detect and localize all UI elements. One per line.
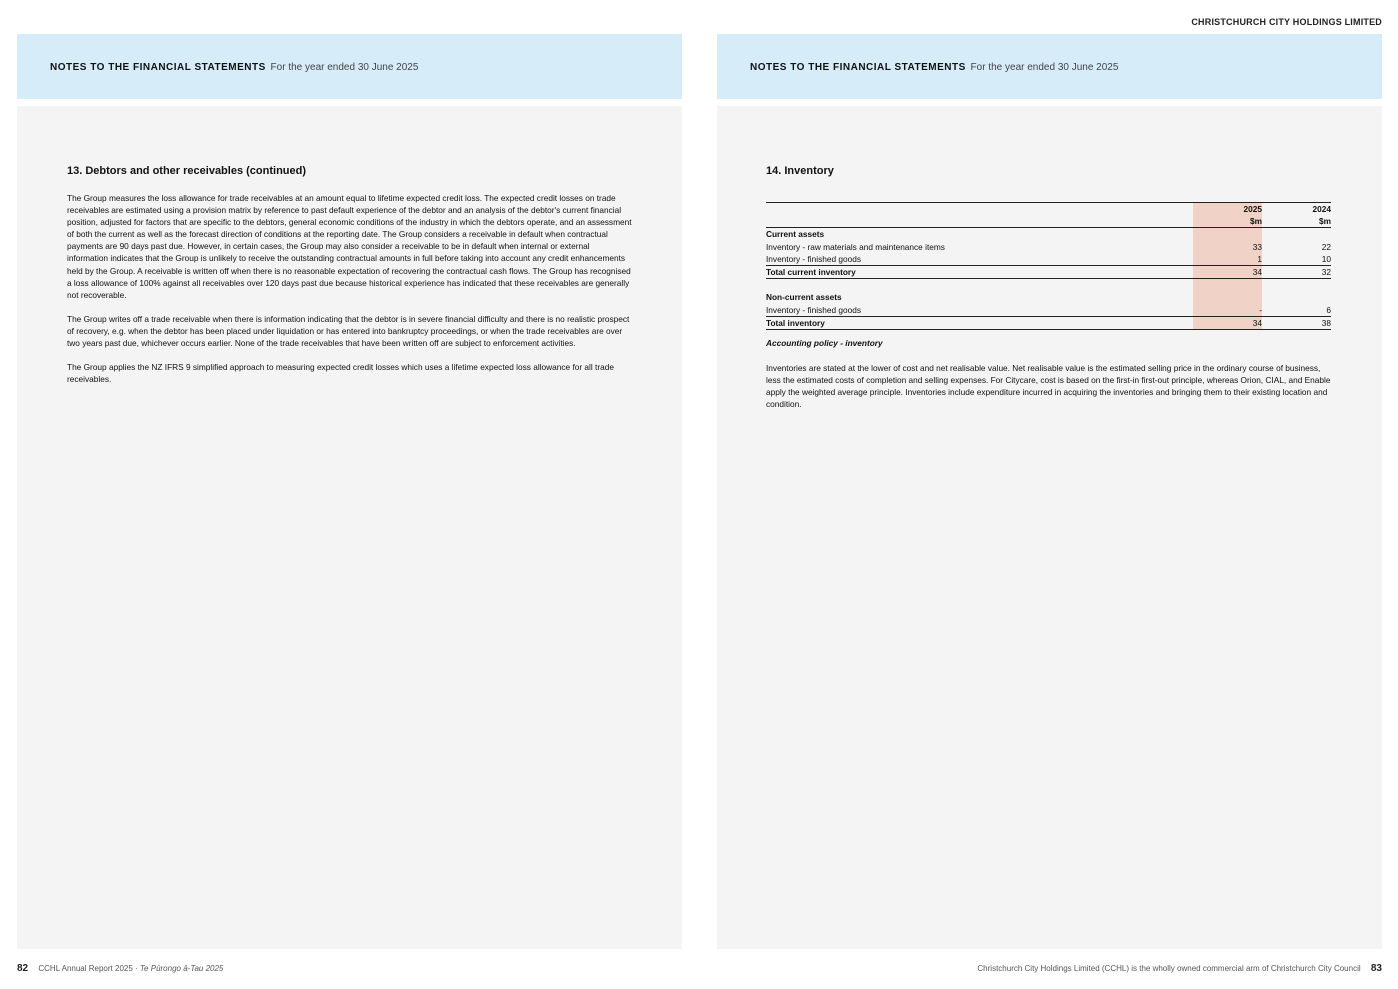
company-name: CHRISTCHURCH CITY HOLDINGS LIMITED <box>1191 17 1382 27</box>
cell-2024: 10 <box>1321 253 1331 264</box>
cell-empty <box>766 279 1193 292</box>
right-banner-text <box>750 62 1118 73</box>
right-banner-title: NOTES TO THE FINANCIAL STATEMENTS <box>750 62 966 73</box>
right-page <box>717 34 1382 949</box>
page-number-right: 83 <box>1370 963 1382 974</box>
cell-empty <box>1193 228 1262 241</box>
cell-empty <box>1262 291 1331 303</box>
table-row <box>766 253 1331 266</box>
cell-2025: 1 <box>1193 253 1262 266</box>
section-title-debtors: 13. Debtors and other receivables (continued) <box>67 165 307 177</box>
cell-empty <box>1262 228 1331 241</box>
units-empty <box>766 215 1193 228</box>
table-row <box>766 228 1331 241</box>
debtors-paragraph: The Group measures the loss allowance for trade receivables at an amount equal to lifetime expected credit loss. The expected credit losses on trade receivables are estimated using a provision matrix by reference to past default experience of the debtor and an analysis of the debtor's current financial position, adjusted for factors that are specific to the debtors, general economic conditions of the industry in which the debtors operate, and an assessment of both the current as well as the forecast direction of conditions at the reporting date. The Group considers a receivable in default when contractual payments are 90 days past due. However, in certain cases, the Group may also consider a receivable to be in default when internal or external information indicates that the Group is unlikely to receive the outstanding contractual amounts in full before taking into account any credit enhancements held by the Group. A receivable is written off when there is no reasonable expectation of recovering the contractual cash flows. The Group has recognised a loss allowance of 100% against all receivables over 120 days past due because historical experience has indicated that these receivables are generally not recoverable. <box>67 193 632 300</box>
accounting-policy-title: Accounting policy - inventory <box>766 338 883 348</box>
col-header-2024: 2024 <box>1262 203 1331 216</box>
noncurrent-assets-heading: Non-current assets <box>766 292 842 303</box>
cell-2024: 38 <box>1262 316 1331 329</box>
right-banner-subtitle: For the year ended 30 June 2025 <box>970 62 1119 73</box>
inventory-table <box>766 202 1331 330</box>
cell-2025: 34 <box>1193 316 1262 329</box>
left-page <box>17 34 682 949</box>
header-empty <box>766 203 1193 216</box>
col-header-2025: 2025 <box>1193 203 1262 216</box>
col-unit-2025: $m <box>1193 215 1262 228</box>
table-header-row <box>766 203 1331 216</box>
section-title-inventory: 14. Inventory <box>766 165 834 177</box>
debtors-paragraph: The Group writes off a trade receivable when there is information indicating that the debtor is in severe financial difficulty and there is no realistic prospect of recovery, e.g. when the debtor has been placed under liquidation or has entered into bankruptcy proceedings, or when the trade receivables are over two years past due, whichever occurs earlier. None of the trade receivables that have been written off are subject to enforcement activities. <box>67 313 630 349</box>
footer-right <box>977 963 1382 974</box>
row-label: Total current inventory <box>766 266 1193 279</box>
cell-2024: 22 <box>1321 241 1331 252</box>
cell-empty <box>1193 291 1262 303</box>
current-assets-heading: Current assets <box>766 229 825 240</box>
footer-left-italic: Te Pūrongo ā-Tau 2025 <box>139 964 224 973</box>
cell-2025: 33 <box>1193 241 1262 253</box>
col-unit-2024: $m <box>1262 215 1331 228</box>
table-row <box>766 266 1331 279</box>
cell-2024: 6 <box>1326 304 1331 315</box>
cell-empty <box>1262 279 1331 292</box>
row-label: Inventory - raw materials and maintenance items <box>766 241 945 252</box>
footer-left <box>17 963 223 974</box>
accounting-policy-text: Inventories are stated at the lower of cost and net realisable value. Net realisable value is the estimated selling price in the ordinary course of business, less the estimated costs of completion and selling expenses. For Citycare, cost is based on the first-in first-out principle, whereas Orion, CIAL, and Enable apply the weighted average principle. Inventories include expenditure incurred in acquiring the inventories and bringing them to their existing location and condition. <box>766 363 1331 410</box>
debtors-body-text <box>67 192 632 398</box>
row-label: Inventory - finished goods <box>766 253 862 264</box>
right-page-banner <box>717 34 1382 99</box>
left-banner-title: NOTES TO THE FINANCIAL STATEMENTS <box>50 62 266 73</box>
cell-empty <box>1193 279 1262 292</box>
footer-left-text: CCHL Annual Report 2025 · <box>38 964 140 973</box>
table-units-row <box>766 215 1331 228</box>
row-label: Inventory - finished goods <box>766 304 862 315</box>
left-banner-text <box>50 62 418 73</box>
cell-2024: 32 <box>1262 266 1331 279</box>
table-row <box>766 291 1331 303</box>
left-banner-subtitle: For the year ended 30 June 2025 <box>270 62 419 73</box>
row-label: Total inventory <box>766 316 1193 329</box>
table-row <box>766 316 1331 329</box>
table-row <box>766 304 1331 317</box>
footer-right-text: Christchurch City Holdings Limited (CCHL) is the wholly owned commercial arm of Christchurch City Council <box>977 964 1361 973</box>
cell-2025: 34 <box>1193 266 1262 279</box>
debtors-paragraph: The Group applies the NZ IFRS 9 simplified approach to measuring expected credit losses which uses a lifetime expected loss allowance for all trade receivables. <box>67 362 614 385</box>
page-number-left: 82 <box>17 963 29 974</box>
left-page-banner <box>17 34 682 99</box>
table-row <box>766 241 1331 253</box>
table-spacer-row <box>766 279 1331 292</box>
cell-2025: - <box>1193 304 1262 317</box>
